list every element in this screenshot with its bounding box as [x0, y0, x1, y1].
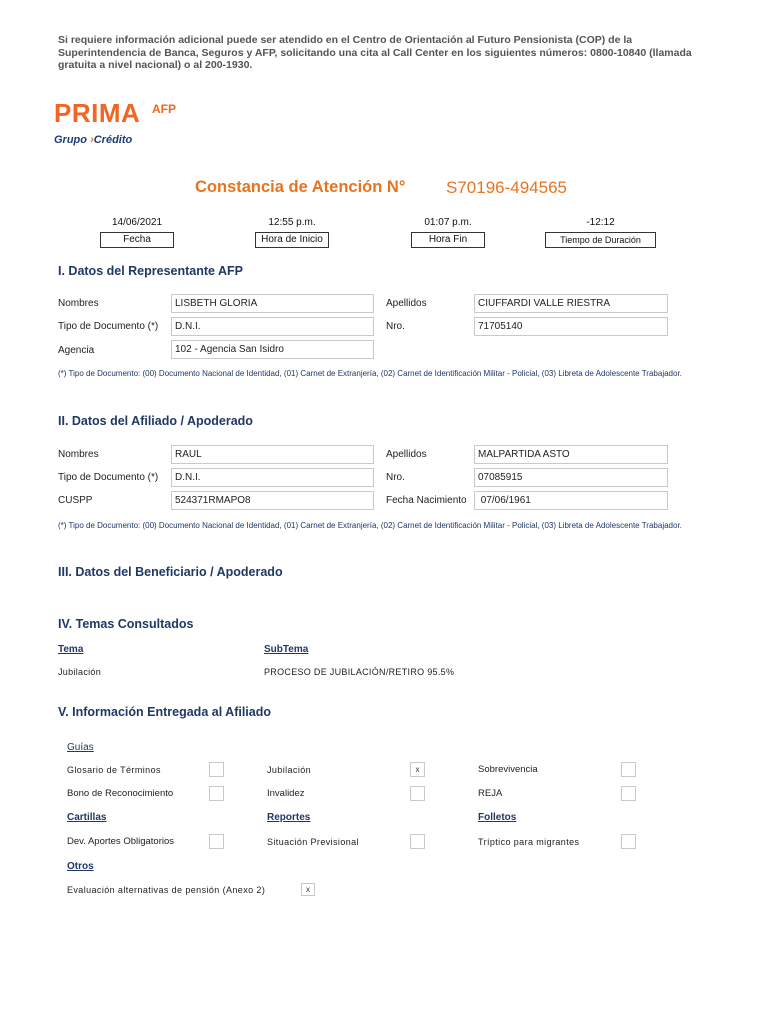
tema-column-header: Tema — [58, 644, 84, 655]
dev-aportes-label: Dev. Aportes Obligatorios — [67, 836, 175, 847]
evaluacion-checkbox[interactable]: x — [301, 883, 315, 896]
subtema-cell: PROCESO DE JUBILACIÓN/RETIRO 95.5% — [264, 667, 455, 677]
glosario-label: Glosario de Términos — [67, 765, 161, 775]
grupo-credito-logo — [54, 134, 132, 146]
reja-checkbox[interactable] — [621, 786, 636, 801]
rep-apellidos-field: CIUFFARDI VALLE RIESTRA — [474, 294, 668, 313]
rep-document-type-note: (*) Tipo de Documento: (00) Documento Nacional de Identidad, (01) Carnet de Extranjería, (02) Carnet de Identificación Militar - Policial, (03) Libreta de Adolescente Trabajador. — [58, 369, 682, 378]
duration-label: Tiempo de Duración — [545, 232, 656, 248]
rep-tipo-doc-field: D.N.I. — [171, 317, 374, 336]
rep-nro-label: Nro. — [386, 321, 405, 332]
afp-logo-suffix: AFP — [152, 102, 176, 116]
afil-tipo-doc-label: Tipo de Documento (*) — [58, 472, 159, 483]
end-time-label: Hora Fin — [411, 232, 485, 248]
afil-cuspp-field: 524371RMAPO8 — [171, 491, 374, 510]
date-value: 14/06/2021 — [111, 217, 163, 228]
reja-label: REJA — [478, 788, 503, 799]
cop-notice: Si requiere información adicional puede ser atendido en el Centro de Orientación al Futuro Pensionista (COP) de la Superintendencia de Banca, Seguros y AFP, solicitando una cita al Call Center en los siguientes números: 0800-10840 (llamada gratuita a nivel nacional) o al 200-1930. — [58, 34, 692, 71]
afil-apellidos-field: MALPARTIDA ASTO — [474, 445, 668, 464]
afil-nacimiento-field: 07/06/1961 — [474, 491, 668, 510]
start-time-value: 12:55 p.m. — [268, 217, 316, 228]
jubilacion-checkbox[interactable]: x — [410, 762, 425, 777]
date-label: Fecha — [100, 232, 174, 248]
evaluacion-label: Evaluación alternativas de pensión (Anexo 2) — [67, 885, 266, 895]
situacion-previsional-checkbox[interactable] — [410, 834, 425, 849]
duration-value: -12:12 — [586, 217, 615, 228]
folletos-header: Folletos — [478, 812, 517, 823]
triptico-checkbox[interactable] — [621, 834, 636, 849]
afil-apellidos-label: Apellidos — [386, 449, 427, 460]
sobrevivencia-label: Sobrevivencia — [478, 764, 538, 775]
invalidez-label: Invalidez — [267, 788, 305, 799]
afil-tipo-doc-field: D.N.I. — [171, 468, 374, 487]
rep-apellidos-label: Apellidos — [386, 298, 427, 309]
situacion-previsional-label: Situación Previsional — [267, 837, 359, 847]
invalidez-checkbox[interactable] — [410, 786, 425, 801]
afil-nombres-label: Nombres — [58, 449, 99, 460]
section-beneficiario-title: III. Datos del Beneficiario / Apoderado — [58, 565, 283, 579]
tema-cell: Jubilación — [58, 667, 102, 677]
dev-aportes-checkbox[interactable] — [209, 834, 224, 849]
rep-tipo-doc-label: Tipo de Documento (*) — [58, 321, 159, 332]
document-number: S70196-494565 — [446, 178, 568, 197]
start-time-label: Hora de Inicio — [255, 232, 329, 248]
subtema-column-header: SubTema — [264, 644, 309, 655]
section-representante-title: I. Datos del Representante AFP — [58, 264, 243, 278]
bono-checkbox[interactable] — [209, 786, 224, 801]
grupo-text: Grupo — [54, 134, 87, 146]
sobrevivencia-checkbox[interactable] — [621, 762, 636, 777]
credito-text: Crédito — [93, 134, 133, 146]
afil-nacimiento-label: Fecha Nacimiento — [386, 495, 467, 506]
guias-header: Guías — [67, 742, 94, 753]
rep-nombres-label: Nombres — [58, 298, 99, 309]
prima-logo: PRIMA — [54, 98, 141, 128]
rep-agencia-label: Agencia — [58, 345, 95, 356]
triptico-label: Tríptico para migrantes — [478, 837, 580, 847]
section-afiliado-title: II. Datos del Afiliado / Apoderado — [58, 414, 253, 428]
otros-header: Otros — [67, 861, 94, 872]
section-informacion-title: V. Información Entregada al Afiliado — [58, 705, 272, 719]
reportes-header: Reportes — [267, 812, 311, 823]
bono-label: Bono de Reconocimiento — [67, 788, 174, 799]
rep-nombres-field: LISBETH GLORIA — [171, 294, 374, 313]
afil-nombres-field: RAUL — [171, 445, 374, 464]
rep-nro-field: 71705140 — [474, 317, 668, 336]
credito-arrow-icon: › — [90, 134, 94, 146]
cartillas-header: Cartillas — [67, 812, 107, 823]
jubilacion-label: Jubilación — [267, 765, 312, 775]
afil-document-type-note: (*) Tipo de Documento: (00) Documento Nacional de Identidad, (01) Carnet de Extranjería, (02) Carnet de Identificación Militar - Policial, (03) Libreta de Adolescente Trabajador. — [58, 521, 682, 530]
afil-nro-label: Nro. — [386, 472, 405, 483]
afil-nro-field: 07085915 — [474, 468, 668, 487]
rep-agencia-field: 102 - Agencia San Isidro — [171, 340, 374, 359]
document-title: Constancia de Atención N° — [195, 178, 406, 196]
afil-cuspp-label: CUSPP — [58, 495, 93, 506]
glosario-checkbox[interactable] — [209, 762, 224, 777]
end-time-value: 01:07 p.m. — [424, 217, 472, 228]
section-temas-title: IV. Temas Consultados — [58, 617, 194, 631]
